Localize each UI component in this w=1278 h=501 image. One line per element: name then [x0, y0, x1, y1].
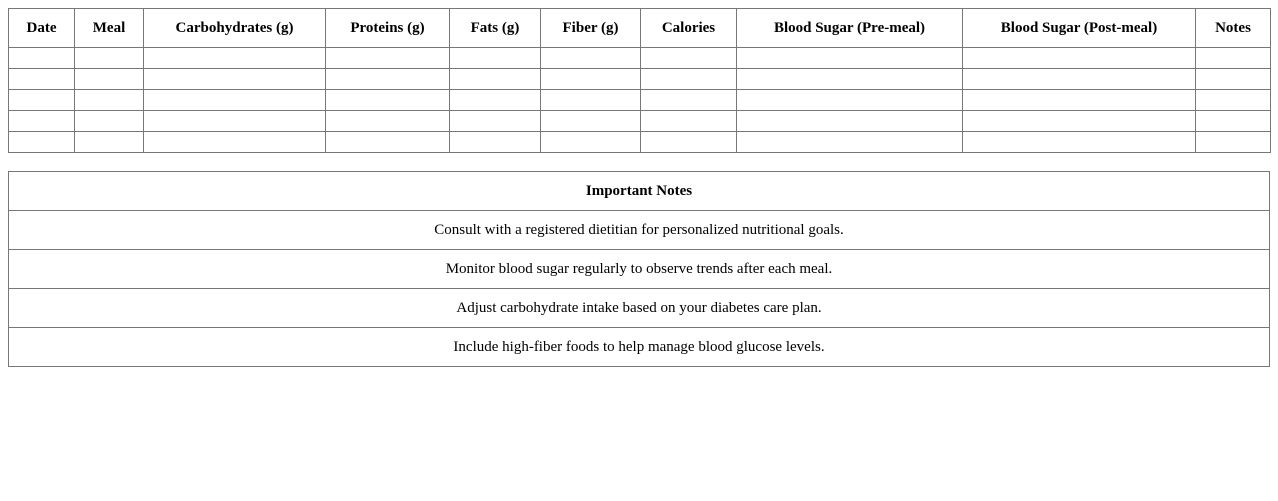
column-header-date: Date [9, 9, 75, 48]
table-row [9, 132, 1271, 153]
table-cell[interactable] [641, 90, 737, 111]
table-cell[interactable] [1196, 132, 1271, 153]
table-cell[interactable] [75, 132, 144, 153]
table-cell[interactable] [144, 90, 326, 111]
table-cell[interactable] [9, 90, 75, 111]
column-header-proteins: Proteins (g) [326, 9, 450, 48]
note-row [9, 328, 1270, 367]
table-cell[interactable] [9, 48, 75, 69]
column-header-meal: Meal [75, 9, 144, 48]
column-header-fats: Fats (g) [450, 9, 541, 48]
table-cell[interactable] [963, 48, 1196, 69]
column-header-blood-sugar-pre: Blood Sugar (Pre-meal) [737, 9, 963, 48]
table-cell[interactable] [450, 111, 541, 132]
note-row [9, 289, 1270, 328]
note-item: Consult with a registered dietitian for personalized nutritional goals. [9, 211, 1270, 250]
table-cell[interactable] [9, 132, 75, 153]
table-cell[interactable] [963, 111, 1196, 132]
note-row [9, 250, 1270, 289]
meal-log-table [8, 8, 1271, 153]
table-cell[interactable] [541, 111, 641, 132]
table-cell[interactable] [326, 48, 450, 69]
table-row [9, 111, 1271, 132]
table-cell[interactable] [144, 48, 326, 69]
column-header-notes: Notes [1196, 9, 1271, 48]
important-notes-table [8, 171, 1270, 367]
notes-header-row [9, 172, 1270, 211]
table-cell[interactable] [144, 69, 326, 90]
table-row [9, 90, 1271, 111]
notes-title: Important Notes [9, 172, 1270, 211]
column-header-blood-sugar-post: Blood Sugar (Post-meal) [963, 9, 1196, 48]
table-cell[interactable] [1196, 90, 1271, 111]
table-row [9, 48, 1271, 69]
note-row [9, 211, 1270, 250]
table-cell[interactable] [326, 69, 450, 90]
table-cell[interactable] [737, 69, 963, 90]
table-cell[interactable] [450, 132, 541, 153]
column-header-fiber: Fiber (g) [541, 9, 641, 48]
table-cell[interactable] [9, 111, 75, 132]
table-cell[interactable] [737, 132, 963, 153]
table-cell[interactable] [1196, 111, 1271, 132]
table-cell[interactable] [326, 111, 450, 132]
table-cell[interactable] [450, 90, 541, 111]
table-row [9, 69, 1271, 90]
table-cell[interactable] [963, 132, 1196, 153]
table-cell[interactable] [541, 69, 641, 90]
table-cell[interactable] [737, 90, 963, 111]
meal-log-header-row [9, 9, 1271, 48]
table-cell[interactable] [641, 111, 737, 132]
table-cell[interactable] [144, 132, 326, 153]
table-cell[interactable] [541, 90, 641, 111]
column-header-carbohydrates: Carbohydrates (g) [144, 9, 326, 48]
table-cell[interactable] [326, 90, 450, 111]
table-cell[interactable] [75, 90, 144, 111]
note-item: Monitor blood sugar regularly to observe trends after each meal. [9, 250, 1270, 289]
table-cell[interactable] [737, 48, 963, 69]
note-item: Include high-fiber foods to help manage blood glucose levels. [9, 328, 1270, 367]
table-cell[interactable] [450, 48, 541, 69]
table-cell[interactable] [75, 69, 144, 90]
table-cell[interactable] [541, 48, 641, 69]
table-cell[interactable] [326, 132, 450, 153]
table-cell[interactable] [9, 69, 75, 90]
table-cell[interactable] [450, 69, 541, 90]
table-cell[interactable] [1196, 69, 1271, 90]
table-cell[interactable] [541, 132, 641, 153]
table-cell[interactable] [75, 111, 144, 132]
table-cell[interactable] [963, 69, 1196, 90]
table-cell[interactable] [737, 111, 963, 132]
table-cell[interactable] [641, 69, 737, 90]
table-cell[interactable] [1196, 48, 1271, 69]
table-cell[interactable] [144, 111, 326, 132]
note-item: Adjust carbohydrate intake based on your diabetes care plan. [9, 289, 1270, 328]
column-header-calories: Calories [641, 9, 737, 48]
table-cell[interactable] [963, 90, 1196, 111]
table-cell[interactable] [75, 48, 144, 69]
table-cell[interactable] [641, 132, 737, 153]
table-cell[interactable] [641, 48, 737, 69]
